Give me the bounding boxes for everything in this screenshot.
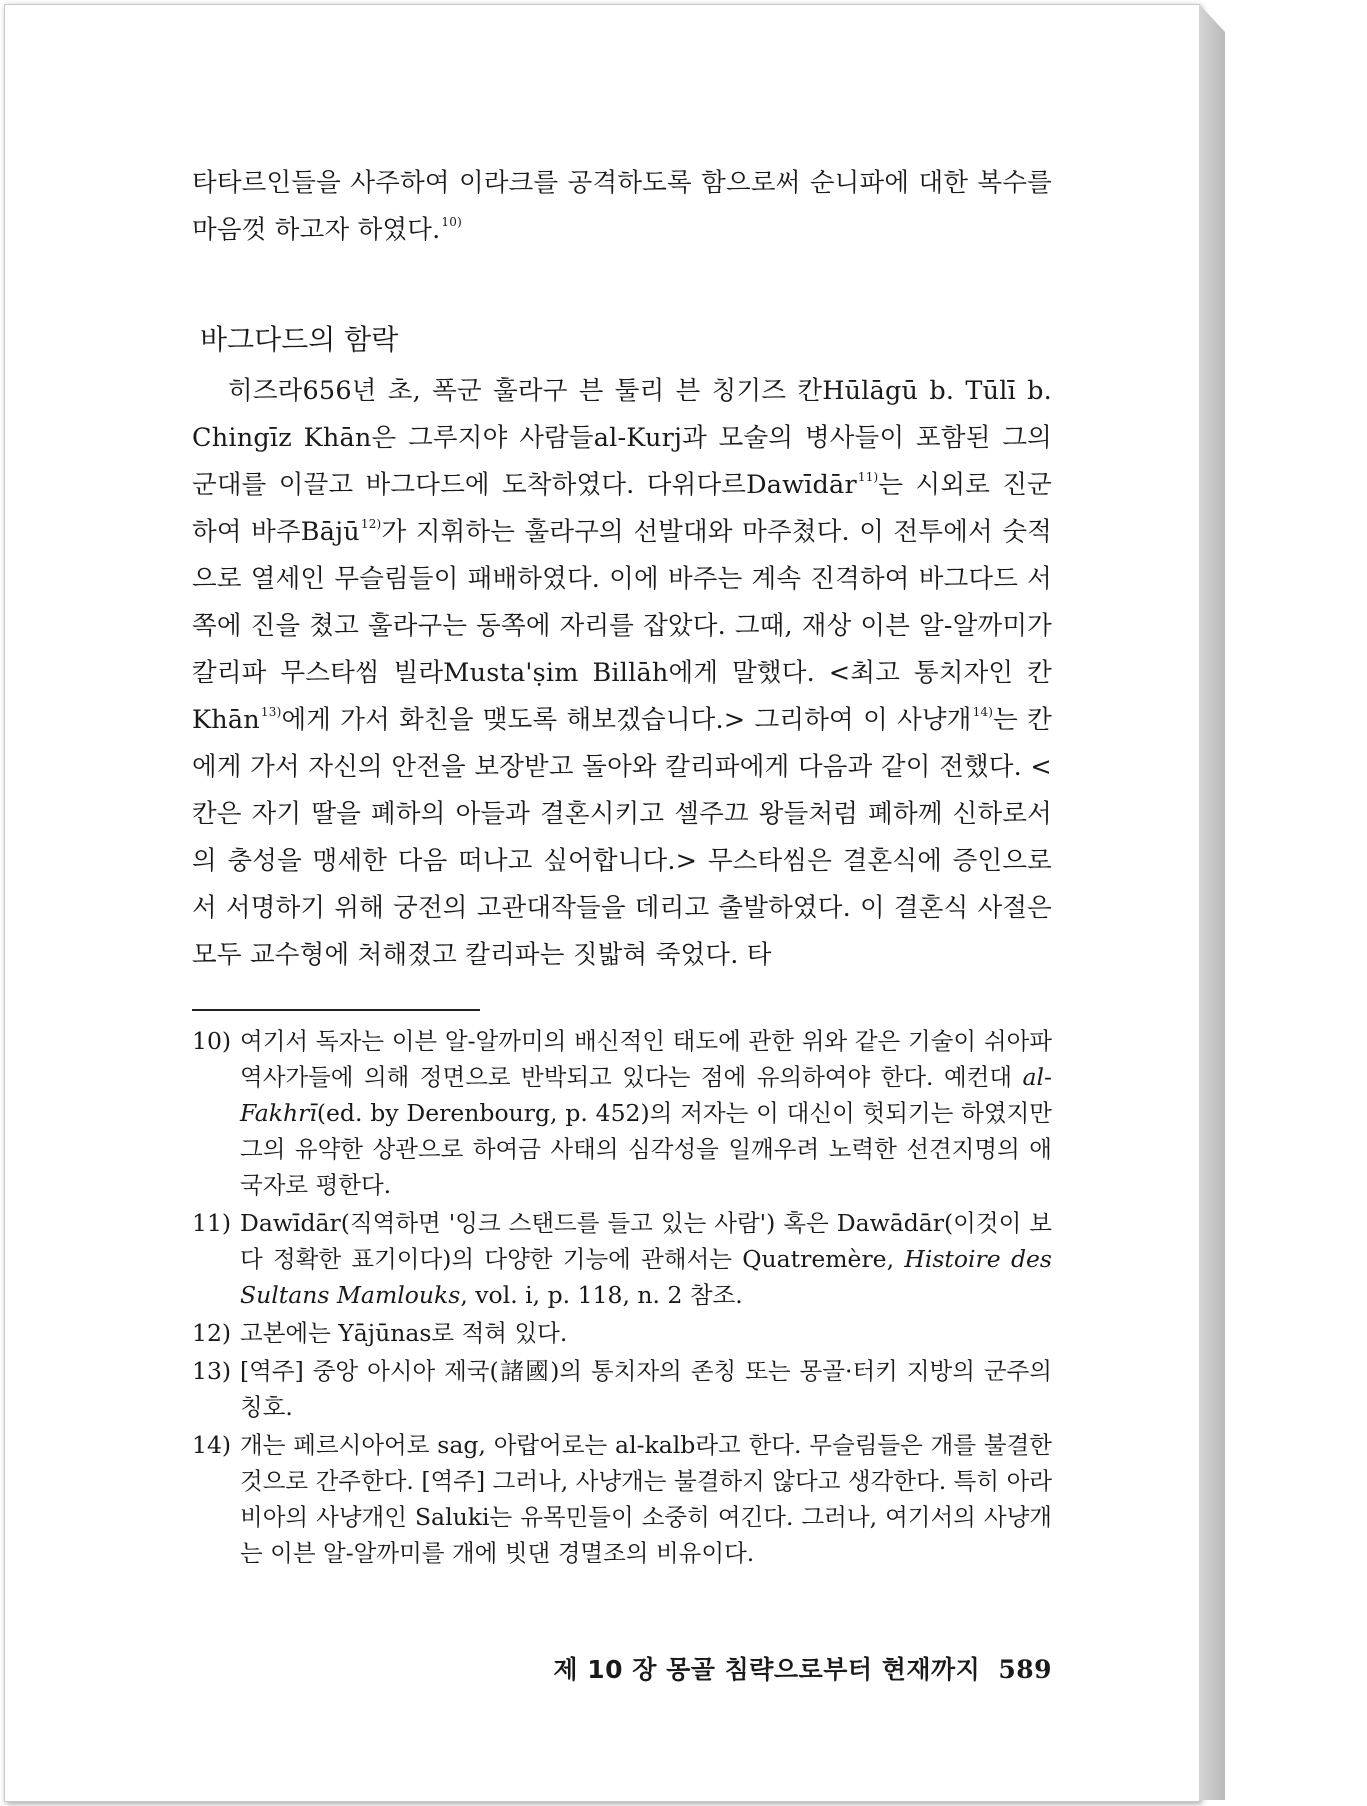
running-footer	[192, 1650, 1052, 1686]
footnote-divider	[192, 1009, 480, 1011]
page-number: 589	[998, 1655, 1052, 1684]
footnote-italic-title: Histoire des Sultans Mamlouks	[240, 1245, 1052, 1309]
body-text-3: 가 지휘하는 훌라구의 선발대와 마주쳤다. 이 전투에서 숫적으로 열세인 무슬림들이 패배하였다. 이에 바주는 계속 진격하여 바그다드 서쪽에 진을 쳤고 훌라구는 동쪽에 자리를 잡았다. 그때, 재상 이븐 알-알까미가 칼리파 무스타씸 빌라Musta'ṣim Billāh에게 말했다. <최고 통치자인 칸Khān	[192, 517, 1052, 735]
footnote-number: 11)	[192, 1209, 232, 1237]
footnote-text	[240, 1023, 1052, 1203]
footnote-ref-11: 11)	[857, 470, 879, 484]
footnote-item	[192, 1315, 1052, 1351]
footnote-number: 12)	[192, 1319, 232, 1347]
footnote-text-part: , vol. i, p. 118, n. 2 참조.	[460, 1281, 743, 1309]
footnote-text-part: Dawīdār(직역하면 '잉크 스탠드를 들고 있는 사람') 혹은 Dawādār(이것이 보다 정확한 표기이다)의 다양한 기능에 관해서는 Quatremère,	[240, 1209, 1052, 1273]
footnote-item	[192, 1353, 1052, 1425]
footnote-text-part: 여기서 독자는 이븐 알-알까미의 배신적인 태도에 관한 위와 같은 기술이 쉬아파 역사가들에 의해 정면으로 반박되고 있다는 점에 유의하여야 한다. 예컨대	[240, 1027, 1052, 1091]
footnote-italic-title: al-Fakhrī	[240, 1063, 1052, 1127]
footnote-ref-14: 14)	[972, 705, 994, 719]
footnotes	[192, 1023, 1052, 1571]
body-text-5: 는 칸에게 가서 자신의 안전을 보장받고 돌아와 칼리파에게 다음과 같이 전했다. <칸은 자기 딸을 폐하의 아들과 결혼시키고 셀주끄 왕들처럼 폐하께 신하로서의 충성을 맹세한 다음 떠나고 싶어합니다.> 무스타씸은 결혼식에 증인으로서 서명하기 위해 궁전의 고관대작들을 데리고 출발하였다. 이 결혼식 사절은 모두 교수형에 처해졌고 칼리파는 짓밟혀 죽었다. 타	[192, 705, 1052, 970]
footnote-text	[240, 1427, 1052, 1571]
body-text-4: 에게 가서 화친을 맺도록 해보겠습니다.> 그리하여 이 사냥개	[281, 705, 972, 735]
footnote-text-part: (ed. by Derenbourg, p. 452)의 저자는 이 대신이 헛되기는 하였지만 그의 유약한 상관으로 하여금 사태의 심각성을 일깨우려 노력한 선견지명의 애국자로 평한다.	[240, 1099, 1052, 1199]
footnote-ref-10: 10)	[441, 215, 462, 229]
footnote-item	[192, 1427, 1052, 1571]
footnote-text	[240, 1205, 1052, 1313]
intro-paragraph	[192, 160, 1052, 254]
footnote-text-part: [역주] 중앙 아시아 제국(諸國)의 통치자의 존칭 또는 몽골·터키 지방의 군주의 칭호.	[240, 1357, 1052, 1421]
body-paragraph	[192, 368, 1052, 979]
footnote-number: 10)	[192, 1027, 232, 1055]
footnote-text-part: 고본에는 Yājūnas로 적혀 있다.	[240, 1319, 568, 1347]
footnote-item	[192, 1205, 1052, 1313]
chapter-title: 제 10 장 몽골 침략으로부터 현재까지	[553, 1655, 981, 1684]
footnote-number: 13)	[192, 1357, 232, 1385]
page-content	[192, 160, 1052, 1573]
footnote-text	[240, 1315, 1052, 1351]
footnote-text	[240, 1353, 1052, 1425]
body-text-1: 히즈라656년 초, 폭군 훌라구 븐 툴리 븐 칭기즈 칸Hūlāgū b. Tūlī b. Chingīz Khān은 그루지야 사람들al-Kurj과 모술의 병사들이 포함된 그의 군대를 이끌고 바그다드에 도착하였다. 다위다르Dawīdār	[192, 376, 1052, 500]
footnote-item	[192, 1023, 1052, 1203]
footnote-ref-12: 12)	[360, 517, 382, 531]
body-text-2: 는 시외로 진군하여 바주Bājū	[192, 470, 1052, 547]
page-stack-edge	[1199, 4, 1225, 1800]
footnote-ref-13: 13)	[260, 705, 282, 719]
footnote-number: 14)	[192, 1431, 232, 1459]
intro-text: 타타르인들을 사주하여 이라크를 공격하도록 함으로써 순니파에 대한 복수를 마음껏 하고자 하였다.	[192, 168, 1052, 245]
section-heading: 바그다드의 함락	[200, 323, 399, 356]
footnote-text-part: 개는 페르시아어로 sag, 아랍어로는 al-kalb라고 한다. 무슬림들은 개를 불결한 것으로 간주한다. [역주] 그러나, 사냥개는 불결하지 않다고 생각한다. 특히 아라비아의 사냥개인 Saluki는 유목민들이 소중히 여긴다. 그러나, 여기서의 사냥개는 이븐 알-알까미를 개에 빗댄 경멸조의 비유이다.	[240, 1431, 1052, 1567]
